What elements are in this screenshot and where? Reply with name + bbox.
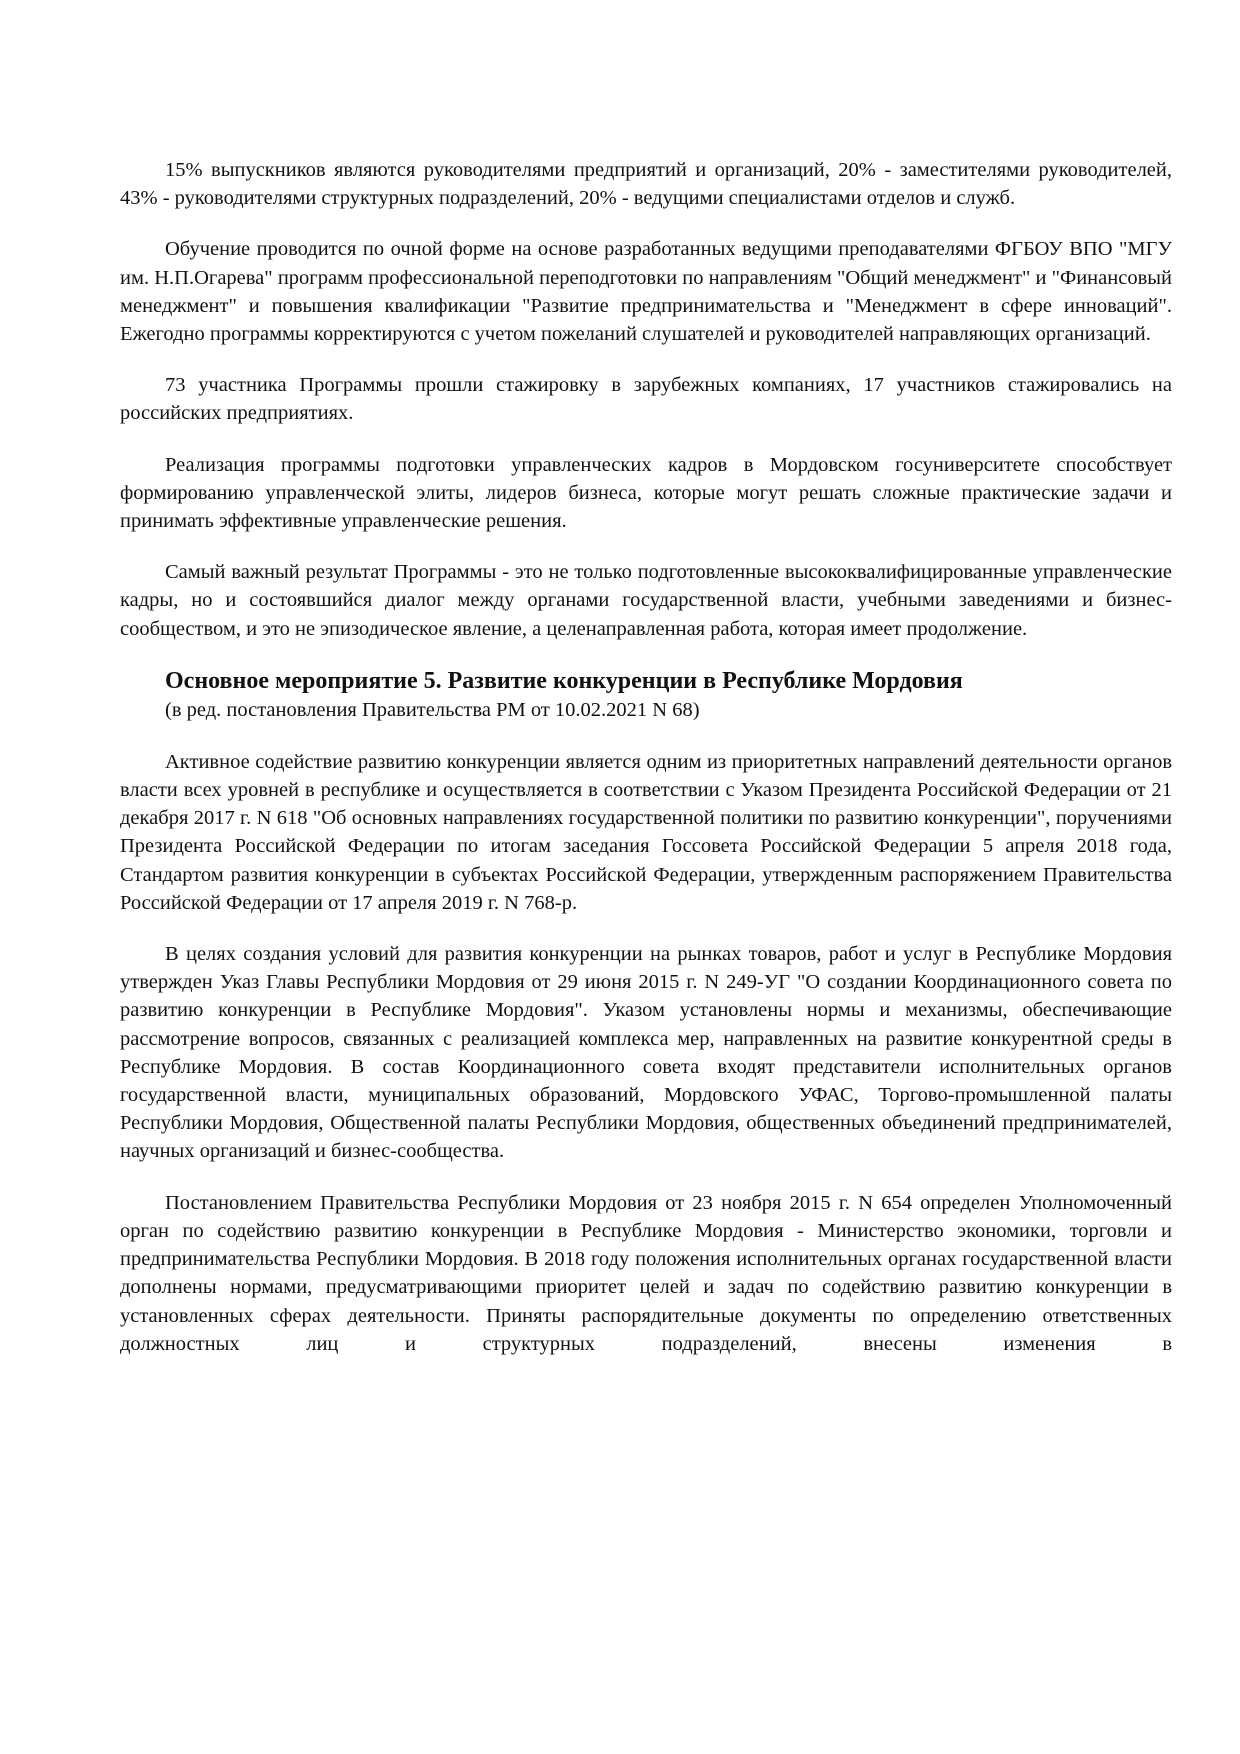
section-title: Основное мероприятие 5. Развитие конкуренции в Республике Мордовия xyxy=(165,667,963,694)
paragraph-coordination-council: В целях создания условий для развития конкуренции на рынках товаров, работ и услуг в Республике Мордовия утвержден Указ Главы Республики Мордовия от 29 июня 2015 г. N 249-УГ "О создании Координационного совета по развитию конкуренции в Республике Мордовия". Указом установлены нормы и механизмы, обеспечивающие рассмотрение вопросов, связанных с реализацией комплекса мер, направленных на развитие конкурентной среды в Республике Мордовия. В состав Координационного совета входят представители исполнительных органов государственной власти, муниципальных образований, Мордовского УФАС, Торгово-промышленной палаты Республики Мордовия, Общественной палаты Республики Мордовия, общественных объединений предпринимателей, научных организаций и бизнес-сообщества. xyxy=(120,943,1172,1163)
paragraph-program-implementation: Реализация программы подготовки управленческих кадров в Мордовском госуниверситете способствует формированию управленческой элиты, лидеров бизнеса, которые могут решать сложные практические задачи и принимать эффективные управленческие решения. xyxy=(120,453,1172,533)
paragraph-internships: 73 участника Программы прошли стажировку в зарубежных компаниях, 17 участников стажировались на российских предприятиях. xyxy=(120,374,1172,425)
paragraph-graduates-stats: 15% выпускников являются руководителями предприятий и организаций, 20% - заместителями руководителей, 43% - руководителями структурных подразделений, 20% - ведущими специалистами отделов и служб. xyxy=(120,159,1172,210)
section-subtitle: (в ред. постановления Правительства РМ от 10.02.2021 N 68) xyxy=(165,698,700,721)
paragraph-authorized-body: Постановлением Правительства Республики Мордовия от 23 ноября 2015 г. N 654 определен Уполномоченный орган по содействию развитию конкуренции в Республике Мордовия - Министерство экономики, торговли и предпринимательства Республики Мордовия. В 2018 году положения исполнительных органах государственной власти дополнены нормами, предусматривающими приоритет целей и задач по содействию развитию конкуренции в установленных сферах деятельности. Приняты распорядительные документы по определению ответственных должностных лиц и структурных подразделений, внесены изменения в xyxy=(120,1191,1172,1355)
paragraph-training-programs: Обучение проводится по очной форме на основе разработанных ведущими преподавателями ФГБОУ ВПО "МГУ им. Н.П.Огарева" программ профессиональной переподготовки по направлениям "Общий менеджмент" и "Финансовый менеджмент" и повышения квалификации "Развитие предпринимательства и "Менеджмент в сфере инноваций". Ежегодно программы корректируются с учетом пожеланий слушателей и руководителей направляющих организаций. xyxy=(120,238,1172,346)
paragraph-program-result: Самый важный результат Программы - это не только подготовленные высококвалифицированные управленческие кадры, но и состоявшийся диалог между органами государственной власти, учебными заведениями и бизнес-сообществом, и это не эпизодическое явление, а целенаправленная работа, которая имеет продолжение. xyxy=(120,561,1172,640)
document-page xyxy=(120,156,1172,1381)
paragraph-competition-priority: Активное содействие развитию конкуренции является одним из приоритетных направлений деятельности органов власти всех уровней в республике и осуществляется в соответствии с Указом Президента Российской Федерации от 21 декабря 2017 г. N 618 "Об основных направлениях государственной политики по развитию конкуренции", поручениями Президента Российской Федерации по итогам заседания Госсовета Российской Федерации 5 апреля 2018 года, Стандартом развития конкуренции в субъектах Российской Федерации, утвержденным распоряжением Правительства Российской Федерации от 17 апреля 2019 г. N 768-р. xyxy=(120,750,1172,914)
